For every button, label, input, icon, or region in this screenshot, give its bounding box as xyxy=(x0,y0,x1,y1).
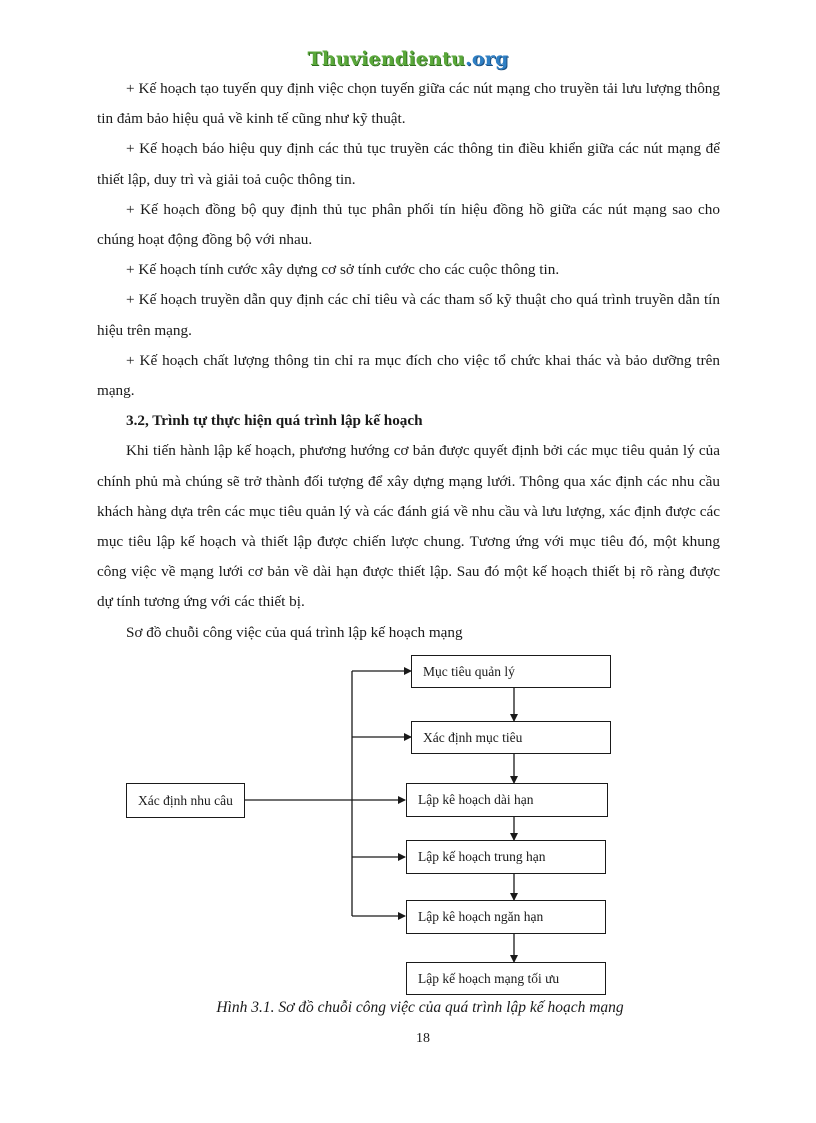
paragraph-sync-plan: + Kế hoạch đồng bộ quy định thủ tục phân phối tín hiệu đồng hồ giữa các nút mạng sao cho chúng hoạt động đồng bộ với nhau. xyxy=(97,200,720,249)
box-define-goal-label: Xác định mục tiêu xyxy=(423,729,523,745)
paragraph-routing-plan: + Kế hoạch tạo tuyến quy định việc chọn tuyến giữa các nút mạng cho truyền tải lưu lượng thông tin đảm bảo hiệu quả về kinh tế cũng như kỹ thuật. xyxy=(97,80,720,128)
site-watermark xyxy=(0,48,816,70)
paragraph-transmission-plan: + Kế hoạch truyền dẫn quy định các chỉ tiêu và các tham số kỹ thuật cho quá trình truyền dẫn tín hiệu trên mạng. xyxy=(97,291,720,339)
watermark-domain: .org xyxy=(465,48,509,70)
box-mid-term-plan xyxy=(406,840,606,874)
diagram-intro: Sơ đồ chuỗi công việc của quá trình lập kế hoạch mạng xyxy=(126,623,463,641)
box-long-term-plan xyxy=(406,783,608,817)
page-number: 18 xyxy=(416,1031,430,1046)
watermark-name: Thuviendientu xyxy=(307,48,466,70)
box-long-term-plan-label: Lập kê hoạch dài hạn xyxy=(418,792,534,807)
box-demand-analysis-label: Xác định nhu câu xyxy=(138,792,233,808)
section-body: Khi tiến hành lập kế hoạch, phương hướng cơ bản được quyết định bởi các mục tiêu quản lý của chính phủ mà chúng sẽ trở thành đối tượng để xây dựng mạng lưới. Thông qua xác định các nhu cầu khách hàng dựa trên các mục tiêu quản lý và các đánh giá về nhu cầu và lưu lượng, xác định được các mục tiêu lập kế hoạch và thiết lập được chiến lược chung. Tương ứng với mục tiêu đó, một khung công việc về mạng lưới cơ bản về dài hạn được thiết lập. Sau đó một kế hoạch thiết bị rõ ràng được dự tính tương ứng với các thiết bị. xyxy=(97,442,720,611)
box-management-goal-label: Mục tiêu quản lý xyxy=(423,663,515,679)
box-mid-term-plan-label: Lập kế hoạch trung hạn xyxy=(418,849,546,864)
paragraph-quality-plan: + Kế hoạch chất lượng thông tin chỉ ra mục đích cho việc tổ chức khai thác và bảo dưỡng trên mạng. xyxy=(97,351,720,400)
box-demand-analysis xyxy=(126,783,245,818)
section-heading: 3.2, Trình tự thực hiện quá trình lập kế hoạch xyxy=(126,412,423,430)
figure-caption: Hình 3.1. Sơ đồ chuỗi công việc của quá trình lập kế hoạch mạng xyxy=(216,999,624,1016)
paragraph-charging-plan: + Kế hoạch tính cước xây dựng cơ sở tính cước cho các cuộc thông tin. xyxy=(126,261,560,279)
box-optimal-network-plan xyxy=(406,962,606,995)
box-short-term-plan xyxy=(406,900,606,934)
paragraph-signaling-plan: + Kế hoạch báo hiệu quy định các thủ tục truyền các thông tin điều khiển giữa các nút mạng để thiết lập, duy trì và giải toả cuộc thông tin. xyxy=(97,140,720,188)
box-management-goal xyxy=(411,655,611,688)
box-optimal-network-plan-label: Lập kế hoạch mạng tối ưu xyxy=(418,970,560,986)
document-body xyxy=(97,74,720,648)
box-short-term-plan-label: Lập kê hoạch ngăn hạn xyxy=(418,909,544,924)
box-define-goal xyxy=(411,721,611,754)
